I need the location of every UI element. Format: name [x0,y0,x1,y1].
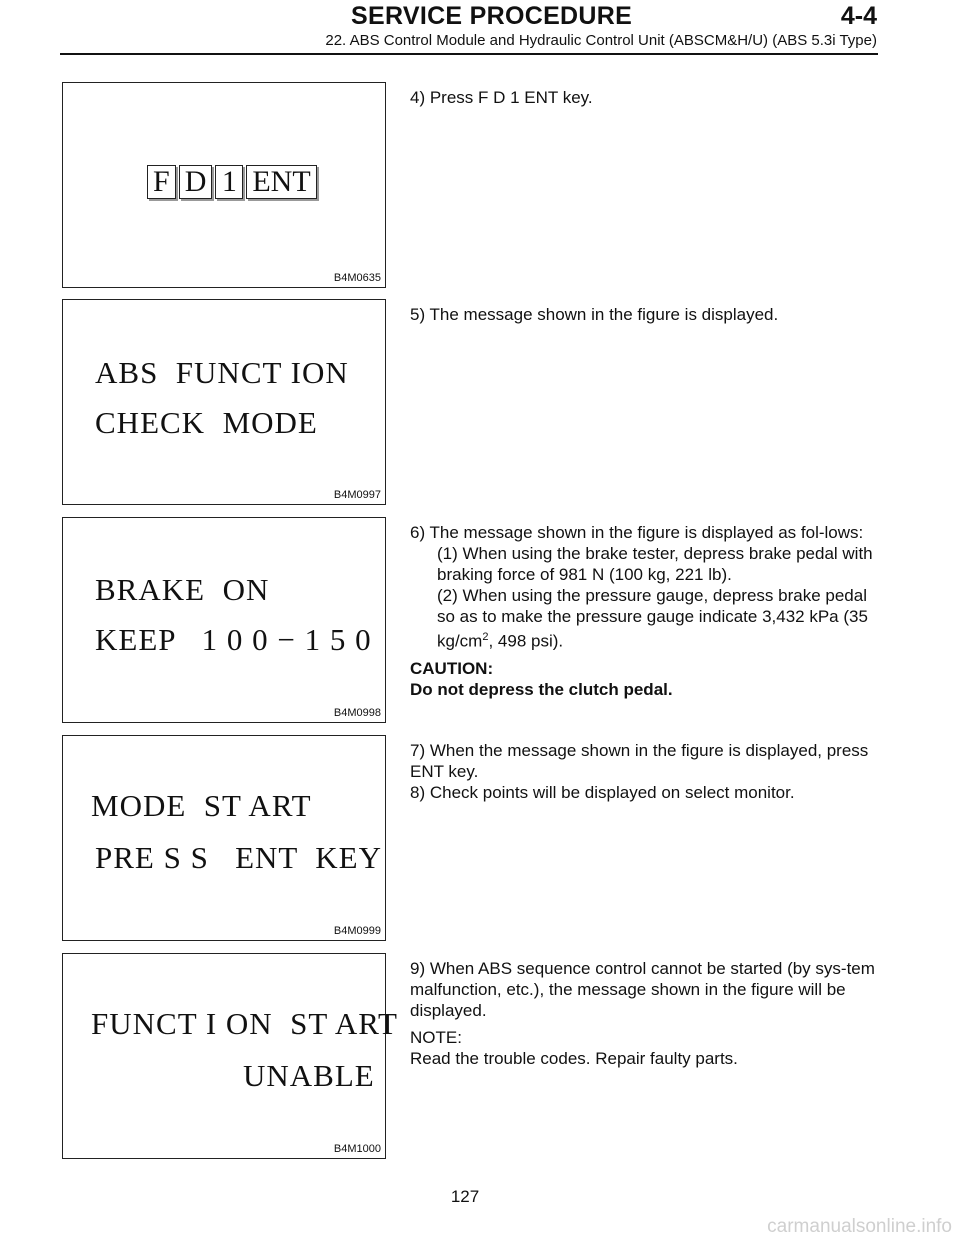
caution-text: Do not depress the clutch pedal. [410,679,673,699]
figure-code: B4M0999 [333,925,381,937]
step-4-text: 4) Press F D 1 ENT key. [410,88,593,107]
watermark: carmanualsonline.info [767,1216,952,1237]
figure-fd1-ent-keys [62,82,386,288]
figure-code: B4M0998 [333,707,381,719]
caution-label: CAUTION: [410,658,494,678]
display-line-1: BRAKE ON [95,572,270,607]
display-line-1: FUNCT I ON ST ART [91,1006,398,1041]
step-7-text: 7) When the message shown in the figure is displayed, press ENT key. [410,741,869,781]
step-6-2-text: (2) When using the pressure gauge, depress brake pedal so as to make the pressure gauge indicate 3,432 kPa (35 $kg/cm^2$, 498 psi). [437,586,868,651]
page-number: 127 [450,1187,480,1206]
display-line-2: PRE S S ENT KEY [95,840,382,875]
figure-code: B4M0635 [333,272,381,284]
key-d: D [179,165,213,199]
step-5 [410,304,880,325]
step-5-text: 5) The message shown in the figure is displayed. [410,305,779,324]
header-divider [60,53,878,55]
step-6 [410,522,880,700]
display-line-2: UNABLE [243,1058,375,1093]
step-8-text: 8) Check points will be displayed on select monitor. [410,783,795,802]
display-line-1: ABS FUNCT ION [95,355,349,390]
steps-7-8 [410,740,880,803]
figure-code: B4M0997 [333,489,381,501]
step-4 [410,87,880,108]
display-line-2: CHECK MODE [95,405,318,440]
figure-mode-start-press-ent [62,735,386,941]
key-1: 1 [215,165,243,199]
step-6-1-text: (1) When using the brake tester, depress brake pedal with braking force of 981 N (100 kg, 221 lb). [437,544,873,584]
figure-abs-function-check-mode [62,299,386,505]
page-title: SERVICE PROCEDURE [351,2,633,30]
section-number: 4-4 [840,2,877,30]
step-6-text: 6) The message shown in the figure is displayed as fol-lows: [410,523,864,542]
figure-code: B4M1000 [333,1143,381,1155]
display-line-2: KEEP 1 0 0 − 1 5 0 [95,622,372,657]
note-text: Read the trouble codes. Repair faulty parts. [410,1049,738,1068]
step-9-text: 9) When ABS sequence control cannot be started (by sys-tem malfunction, etc.), the message shown in the figure will be displayed. [410,959,875,1020]
figure-brake-on-keep [62,517,386,723]
page-subtitle: 22. ABS Control Module and Hydraulic Control Unit (ABSCM&H/U) (ABS 5.3i Type) [325,32,877,49]
display-line-1: MODE ST ART [91,788,312,823]
key-ent: ENT [246,165,316,199]
key-f: F [147,165,176,199]
figure-function-start-unable [62,953,398,1159]
key-sequence [147,165,317,199]
note-label: NOTE: [410,1028,462,1047]
step-9 [410,958,880,1069]
